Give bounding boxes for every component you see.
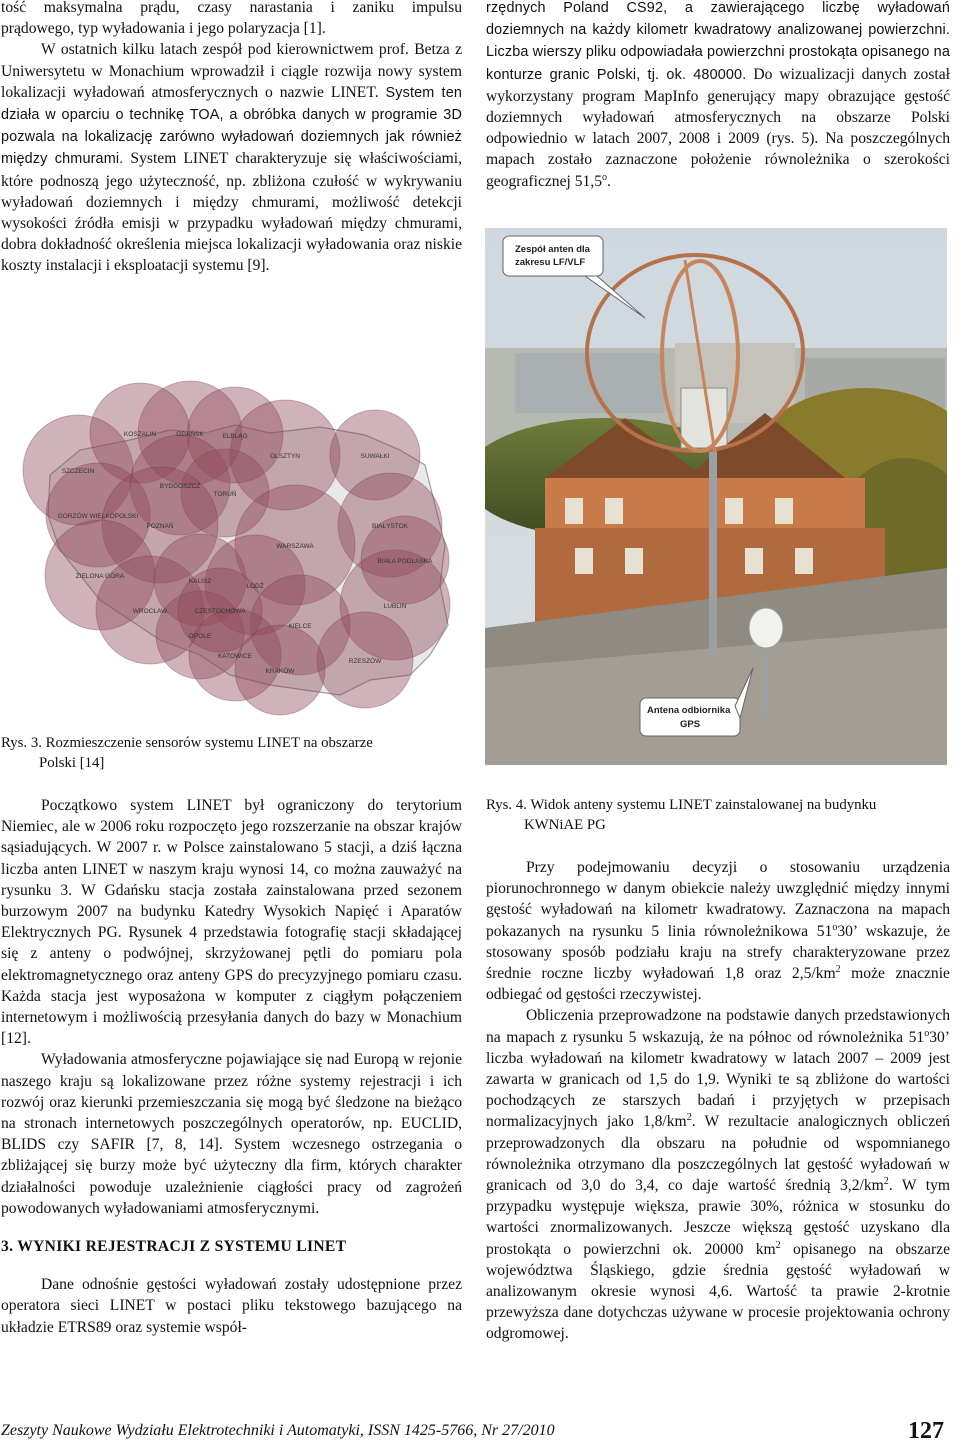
text-line: prądowego, typ wyładowania i jego polaryzacja [1].	[1, 20, 326, 38]
paragraph-text: może znacznie odbiegać od gęstości rzeczywistej.	[486, 965, 950, 1004]
city-label: RZESZÓW	[348, 658, 382, 665]
city-label: KOSZALIN	[123, 431, 157, 438]
paragraph-text: Do wizualizacji danych został wykorzystany program MapInfo generujący mapy obrazujące gęstość doziemnych wyładowań atmosferycznych na obszarze Polski odpowiednio w latach 2007, 2008 i 2009 (rys. 5). Na poszczególnych mapach zostało zaznaczone położenie równoleżnika o szerokości geograficznej 51,5	[486, 65, 951, 190]
paragraph-text: . W tym przypadku występuje większa, prawie 30%, różnica w stosunku do wartości znormalizowanych. Jeszcze większą gęstość uzyskano dla prostokąta o powierzchni ok. 20000 km	[486, 1177, 950, 1258]
city-label: ZIELONA GÓRA	[75, 573, 125, 580]
city-label: SZCZECIN	[61, 468, 95, 475]
section-heading: 3. WYNIKI REJESTRACJI Z SYSTEMU LINET	[1, 1238, 347, 1256]
city-label: ŁÓDŹ	[246, 583, 264, 590]
city-label: GDAŃSK	[176, 431, 204, 438]
city-label: POZNAŃ	[146, 523, 174, 530]
caption-text-line2: Polski [14]	[39, 755, 105, 771]
fig3-caption	[1, 733, 462, 773]
city-label: WARSZAWA	[276, 543, 314, 550]
paragraph	[486, 0, 950, 192]
superscript: 2	[835, 963, 841, 975]
city-label: KIELCE	[288, 623, 312, 630]
city-label: OLSZTYN	[270, 453, 300, 460]
superscript: 2	[883, 1175, 889, 1187]
paragraph-text: 30’ wskazuje, że stosowany sposób podziału kraju na strefy charakteryzowane przez średnie roczne liczby wyładowań 1,8 oraz 2,5/km	[486, 922, 951, 983]
paragraph-text: Obliczenia przeprowadzone na podstawie danych przedstawionych na mapach z rysunku 5 wskazują, że na północ od równoleżnika 51	[486, 1007, 950, 1046]
paragraph-text: Przy podejmowaniu decyzji o stosowaniu urządzenia piorunochronnego w danym obiekcie należy uwzględnić między innymi gęstość wyładowań na kilometr kwadratowy. Zaznaczona na mapach pokazanych na rysunku 5 linia równoleżnikowa 51	[486, 859, 950, 940]
journal-footer-text: Zeszyty Naukowe Wydziału Elektrotechniki i Automatyki, ISSN 1425-5766, Nr 27/2010	[1, 1422, 555, 1439]
city-label: WROCŁAW	[132, 608, 168, 615]
paragraph: Początkowo system LINET był ograniczony do terytorium Niemiec, ale w 2006 roku rozpoczęto jego rozszerzanie na obszar krajów sąsiadujących. W 2007 r. w Polsce zainstalowano 5 stacji, a dziś łączna liczba anten LINET w naszym kraju wynosi 14, co można zauważyć na rysunku 3. W Gdańsku stacja została zainstalowana przed sezonem burzowym 2007 na budynku Katedry Wysokich Napięć i Aparatów Elektrycznych PG. Rysunek 4 przedstawia fotografię stacji składającej się z anteny o podwójnej, skrzyżowanej pętli do pomiaru pola elektromagnetycznego oraz anteny GPS do precyzyjnego pomiaru czasu. Każda stacja jest wyposażona w komputer z ciągłym połączeniem internetowym i możliwością przesyłania danych do bazy w Monachium [12].	[1, 797, 462, 1048]
city-label: LUBLIN	[383, 603, 407, 610]
city-label: BYDGOSZCZ	[159, 483, 201, 490]
paragraph-text: . W rezultacie analogicznych obliczeń przeprowadzonych dla obszaru na południe od wspomnianego równoleżnika otrzymano dla poszczególnych lat gęstość wyładowań w granicach od 3,0 do 3,4, co daje wartość średnią 3,2/km	[486, 1113, 950, 1195]
caption-number: Rys. 4.	[486, 797, 527, 813]
city-label: BIAŁYSTOK	[371, 523, 409, 530]
text-line: tość maksymalna prądu, czasy narastania i zaniku impulsu	[1, 0, 462, 16]
city-label: ELBLĄG	[222, 433, 248, 440]
paragraph	[486, 857, 950, 1005]
paragraph-text: System LINET charakteryzuje się właściwościami, które podnoszą jego użyteczność, np. zbliżona czułość w wykrywaniu wyładowań doziemnych i między chmurami, możliwość detekcji wysokości źródła emisji w przypadku wyładowań między chmurami, dobra dokładność określenia miejsca lokalizacji wyładowania oraz niskie koszty instalacji i eksploatacji systemu [9].	[1, 150, 462, 275]
callout-bottom-label: Antena odbiornika GPS	[646, 705, 731, 730]
city-label: OPOLE	[188, 633, 212, 640]
paragraph-text-sans: System ten działa w oparciu o technikę TOA, a obróbka danych w programie 3D pozwala na lokalizację zarówno wyładowań doziemnych jak również między chmurami.	[1, 84, 463, 168]
superscript: 2	[775, 1239, 781, 1251]
city-label: SUWAŁKI	[360, 453, 390, 460]
paragraph	[486, 1005, 950, 1344]
paragraph-text: W ostatnich kilku latach zespół pod kierownictwem prof. Betza z Uniwersytetu w Monachium wprowadził i ciągle rozwija nowy system lokalizacji wyładowań atmosferycznych o nazwie LINET.	[1, 41, 462, 101]
page-number: 127	[908, 1418, 944, 1444]
superscript: o	[924, 1027, 930, 1039]
figure-sensor-map	[20, 355, 470, 725]
city-label: GORZÓW WIELKOPOLSKI	[57, 513, 139, 520]
paragraph-text: 30’ liczba wyładowań na kilometr kwadratowy w latach 2007 – 2009 jest zawarta w granicach od 1,5 do 1,9. Wyniki te są zbliżone do wartości pochodzących ze starszych badań i przyjętych w przepisach normalizacyjnych jako 1,8/km	[486, 1028, 950, 1131]
paragraph-text-sans: rzędnych Poland CS92, a zawierającego liczbę wyładowań doziemnych na każdy kilometr kwadratowy analizowanej powierzchni. Liczba wierszy pliku odpowiadała powierzchni prostokąta opisanego na konturze granic Polski, tj. ok. 480000.	[486, 0, 950, 83]
left-column-bottom	[1, 795, 462, 1338]
caption-text: Widok anteny systemu LINET zainstalowanej na budynku	[530, 797, 877, 813]
page-footer	[0, 1420, 960, 1446]
figure-antenna-photo	[485, 228, 947, 765]
paragraph: Wyładowania atmosferyczne pojawiające się nad Europą w rejonie naszego kraju są lokalizowane przez różne systemy rejestracji i ich rozwój oraz kierunki przemieszczania się mogą być śledzone na bieżąco na stronach internetowych poszczególnych operatorów, np. EUCLID, BLIDS czy SAFIR [7, 8, 14]. System wczesnego ostrzegania o zbliżającej się burzy może być użyteczny dla firm, których charakter działalności powoduje uzależnienie ciągłości pracy od zagrożeń powodowanych wyładowaniami atmosferycznymi.	[1, 1051, 462, 1217]
coverage-circles	[23, 381, 450, 715]
city-label: TORUŃ	[213, 491, 237, 498]
right-column-top	[486, 0, 950, 192]
sensor-map-image	[20, 355, 470, 725]
paragraph	[1, 39, 462, 276]
right-column-bottom	[486, 857, 950, 1345]
paragraph: Dane odnośnie gęstości wyładowań zostały udostępnione przez operatora sieci LINET w postaci pliku tekstowego bazującego na układzie ETRS89 oraz systemie współ-	[1, 1276, 462, 1336]
caption-text-line2: KWNiAE PG	[524, 817, 606, 833]
caption-number: Rys. 3.	[1, 735, 42, 751]
callout-top-label: Zespół anten dla zakresu LF/VLF	[515, 244, 590, 268]
superscript: o	[832, 921, 838, 933]
city-label: KATOWICE	[217, 653, 253, 660]
left-column-top	[1, 0, 462, 277]
city-label: KRAKÓW	[265, 668, 295, 675]
city-label: BIAŁA PODLASKA	[377, 558, 433, 565]
superscript: 2	[686, 1112, 692, 1124]
paragraph-text: .	[607, 172, 611, 190]
city-label: CZĘSTOCHOWA	[194, 608, 246, 615]
paragraph-text: opisanego na obszarze województwa Śląskiego, gdzie średnia gęstość wyładowań w analizowanym okresie wynosi 4,6. Wartość ta prawie 2-krotnie przewyższa dane dotychczas używane w procesie projektowania ochrony odgromowej.	[486, 1240, 950, 1343]
fig4-caption	[486, 795, 950, 835]
superscript: o	[602, 171, 608, 183]
antenna-photo-image	[485, 228, 947, 765]
city-label: KALISZ	[188, 578, 212, 585]
caption-text: Rozmieszczenie sensorów systemu LINET na obszarze	[45, 735, 373, 751]
